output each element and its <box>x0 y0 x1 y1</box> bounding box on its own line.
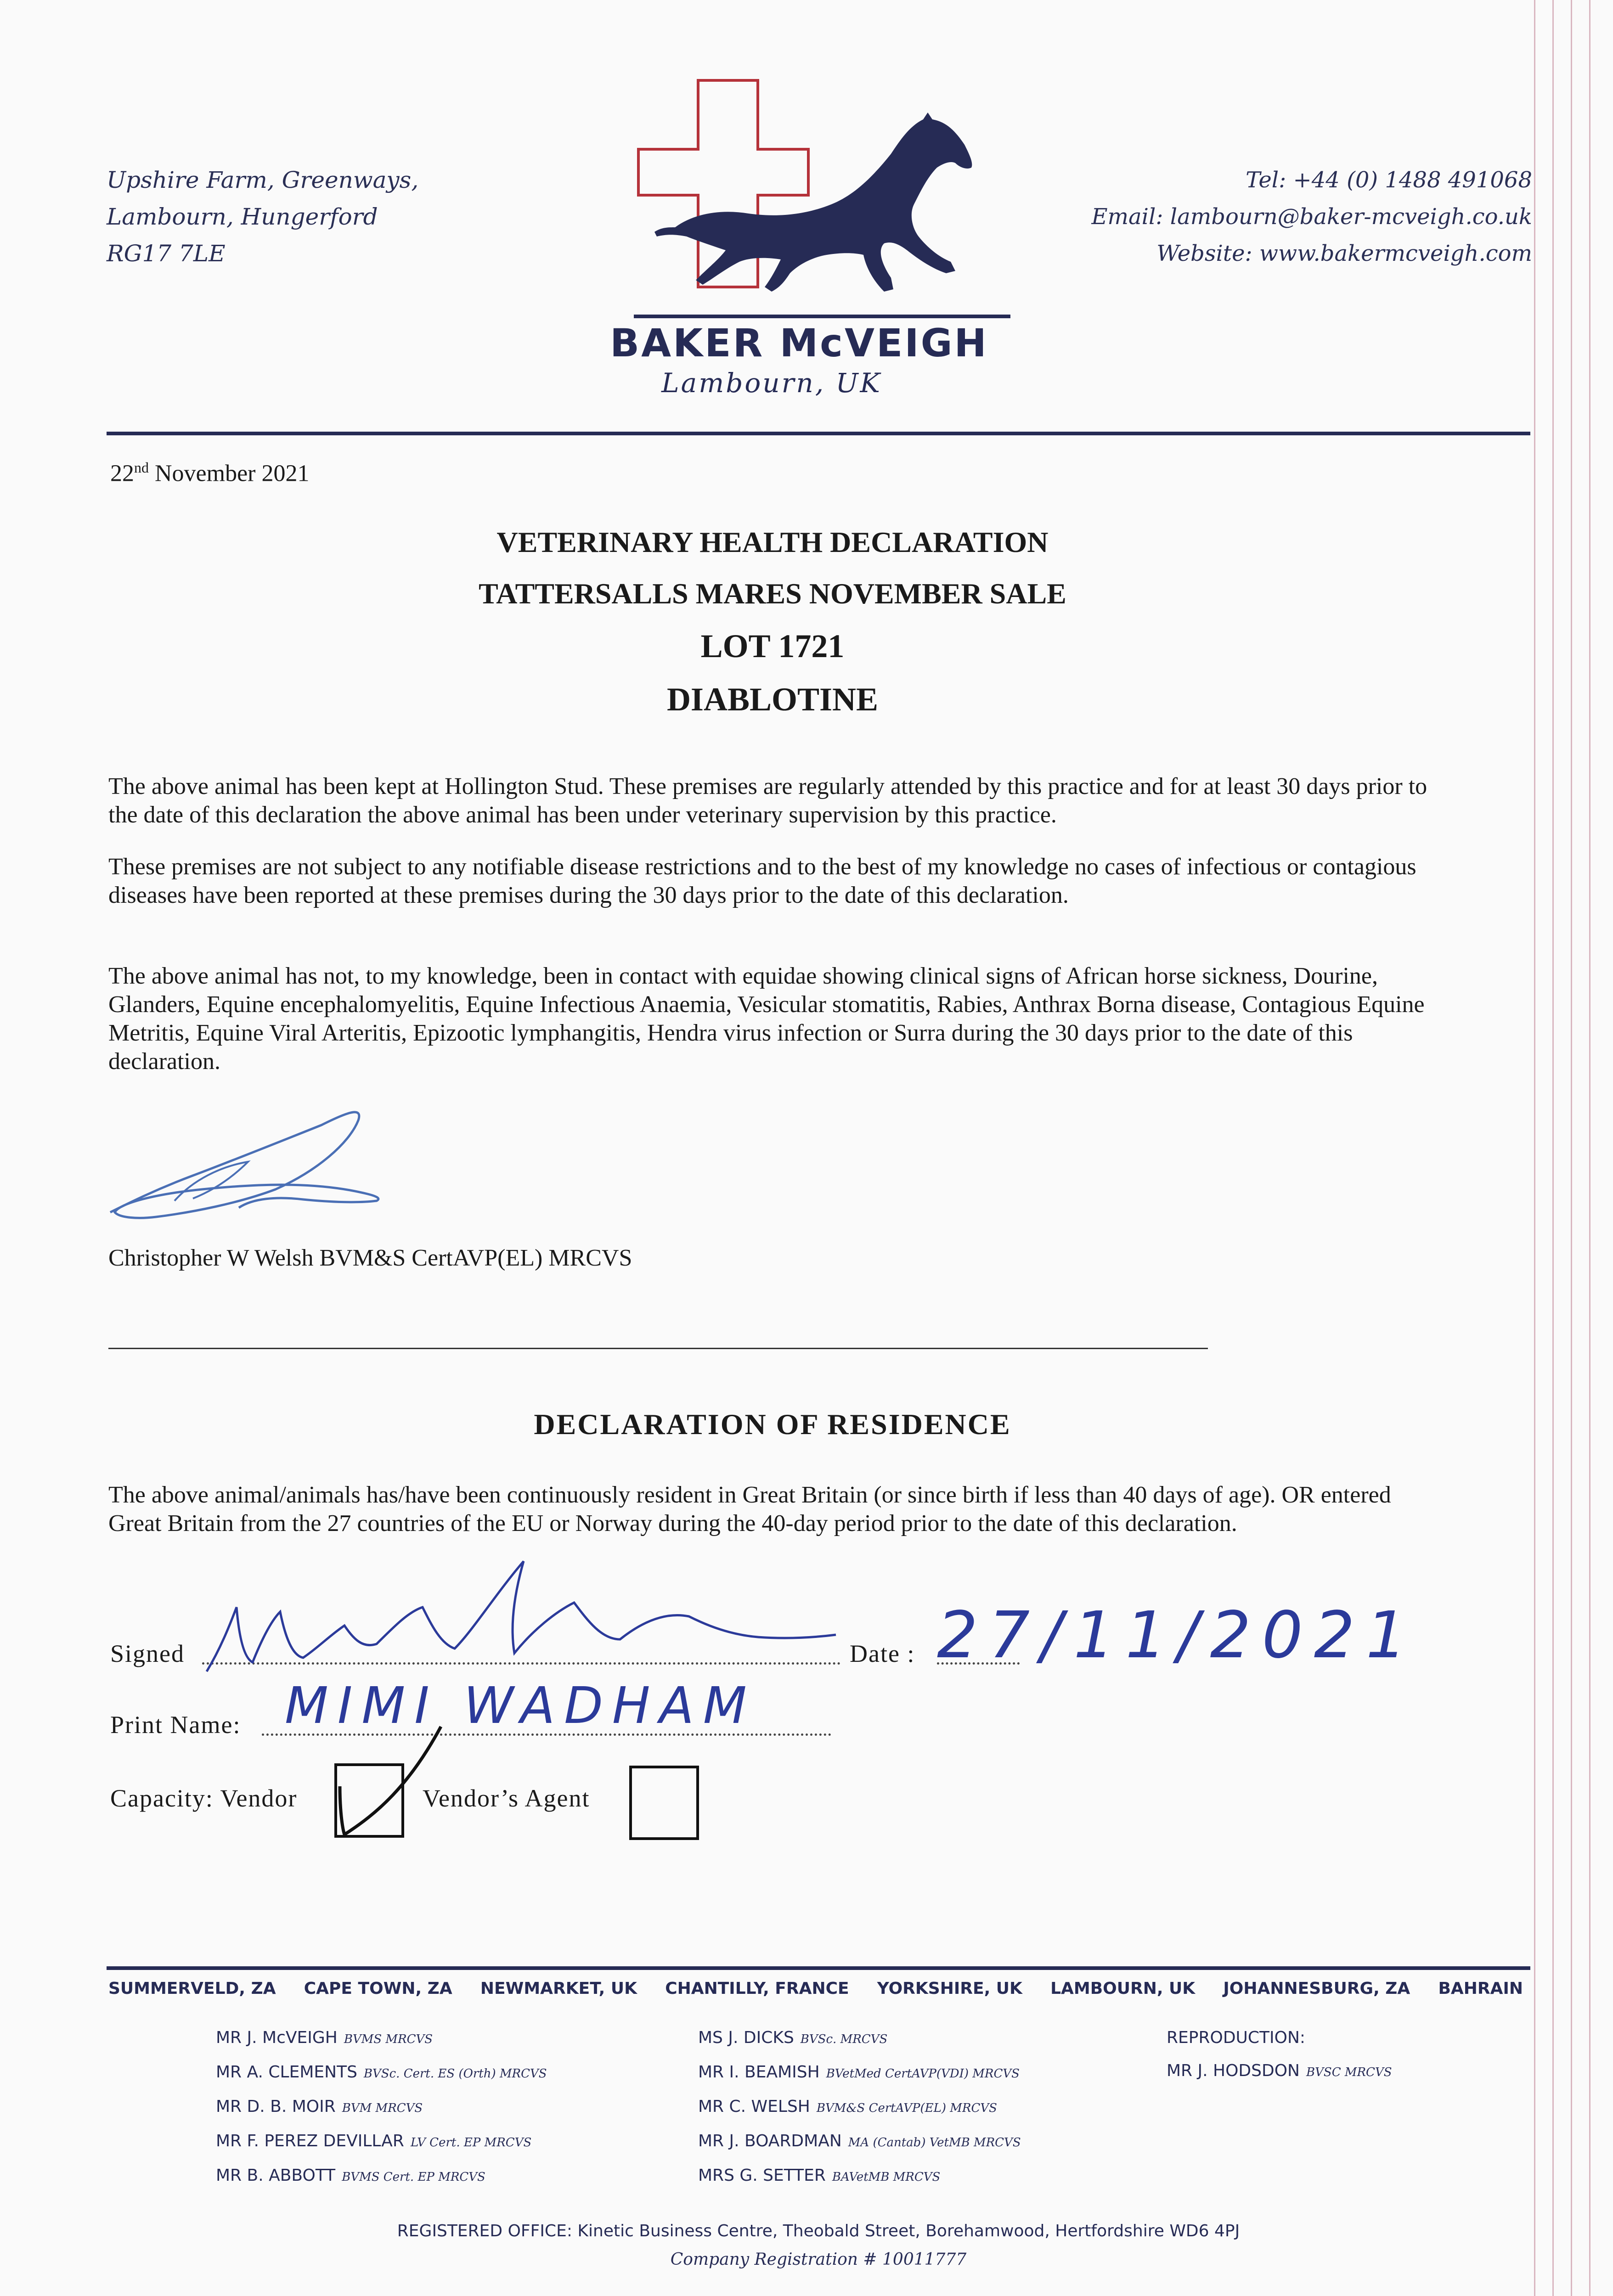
city-item: CAPE TOWN, ZA <box>304 1979 452 1998</box>
registered-office: REGISTERED OFFICE: Kinetic Business Centre, Theobald Street, Borehamwood, Hertfordshire WD6 4PJ <box>397 2222 1240 2240</box>
page-edge <box>1534 0 1535 2296</box>
page-edge <box>1571 0 1572 2296</box>
header-divider <box>107 432 1530 435</box>
check-mark-icon <box>331 1717 450 1841</box>
company-registration: Company Registration # 10011777 <box>670 2250 967 2269</box>
section-separator <box>108 1348 1208 1349</box>
page-edge <box>1552 0 1554 2296</box>
residence-title: DECLARATION OF RESIDENCE <box>534 1408 1011 1441</box>
staff-entry: MR J. HODSDON BVSC MRCVS <box>1167 2061 1392 2080</box>
capacity-vendor-label: Capacity: Vendor <box>110 1784 298 1812</box>
vendor-agent-checkbox[interactable] <box>629 1766 699 1840</box>
staff-entry: MS J. DICKS BVSc. MRCVS <box>698 2028 888 2047</box>
city-item: SUMMERVELD, ZA <box>108 1979 276 1998</box>
paragraph-supervision: The above animal has been kept at Hollington Stud. These premises are regularly attended by this practice and for at least 30 days prior to the date of this declaration the above animal has been under veterinary supervision by this practice. <box>108 773 1427 828</box>
city-item: NEWMARKET, UK <box>480 1979 637 1998</box>
paragraph-contact: The above animal has not, to my knowledge, been in contact with equidae showing clinical signs of African horse sickness, Dourine, Glanders, Equine encephalomyelitis, Equine Infectious Anaemia, Vesicular stomatitis, Rabies, Anthrax Borna disease, Contagious Equine Metritis, Equine Viral Arteritis, Epizootic lymphangitis, Hendra virus infection or Surra during the 30 days prior to the date of this declaration. <box>108 963 1425 1075</box>
residence-text: The above animal/animals has/have been continuously resident in Great Britain (or since birth if less than 40 days of age). OR entered Great Britain from the 27 countries of the EU or Norway during the 40-day period prior to the date of this declaration. <box>108 1482 1391 1536</box>
staff-entry: MR D. B. MOIR BVM MRCVS <box>216 2097 423 2116</box>
email-line: Email: lambourn@baker-mcveigh.co.uk <box>1091 204 1532 230</box>
practice-address <box>107 162 418 272</box>
staff-column-1 <box>216 2021 547 2194</box>
title-health-declaration: VETERINARY HEALTH DECLARATION <box>496 526 1049 558</box>
signed-label: Signed <box>110 1640 185 1667</box>
address-line: Upshire Farm, Greenways, <box>107 167 419 193</box>
date-handwritten: 27/11/2021 <box>937 1598 1418 1673</box>
date-suffix: nd <box>134 459 149 476</box>
title-horse-name: DIABLOTINE <box>666 681 879 718</box>
title-lot: LOT 1721 <box>700 628 845 664</box>
practice-contact <box>1091 162 1532 272</box>
city-item: JOHANNESBURG, ZA <box>1223 1979 1410 1998</box>
vendor-agent-label: Vendor’s Agent <box>423 1784 590 1812</box>
print-name-label: Print Name: <box>110 1711 241 1739</box>
declaration-date <box>110 459 309 487</box>
page-edge <box>1589 0 1590 2296</box>
staff-entry: MR A. CLEMENTS BVSc. Cert. ES (Orth) MRCVS <box>216 2063 547 2082</box>
brand-location: Lambourn, UK <box>661 367 882 399</box>
residence-signature-icon <box>193 1557 845 1681</box>
paragraph-premises: These premises are not subject to any notifiable disease restrictions and to the best of my knowledge no cases of infectious or contagious diseases have been reported at these premises during the 30 days prior to the date of this declaration. <box>108 854 1416 908</box>
staff-entry: MR F. PEREZ DEVILLAR LV Cert. EP MRCVS <box>216 2132 532 2150</box>
staff-column-3 <box>1167 2021 1392 2089</box>
city-item: YORKSHIRE, UK <box>877 1979 1022 1998</box>
city-item: BAHRAIN <box>1438 1979 1523 1998</box>
address-line: Lambourn, Hungerford <box>107 203 378 230</box>
phone-line: Tel: +44 (0) 1488 491068 <box>1246 167 1532 193</box>
vet-signer-name: Christopher W Welsh BVM&S CertAVP(EL) MRCVS <box>108 1245 632 1271</box>
staff-entry: MR J. BOARDMAN MA (Cantab) VetMB MRCVS <box>698 2132 1021 2150</box>
staff-entry: MR J. McVEIGH BVMS MRCVS <box>216 2028 433 2047</box>
address-line: RG17 7LE <box>107 240 226 267</box>
staff-entry: MR C. WELSH BVM&S CertAVP(EL) MRCVS <box>698 2097 997 2116</box>
footer-divider <box>107 1966 1530 1970</box>
staff-column-2 <box>698 2021 1021 2194</box>
date-day: 22 <box>110 460 134 487</box>
print-name-handwritten: MIMI WADHAM <box>285 1676 756 1735</box>
brand-name: BAKER McVEIGH <box>610 321 988 366</box>
date-label: Date : <box>850 1640 915 1667</box>
vet-signature-icon <box>101 1097 395 1231</box>
staff-entry: MR B. ABBOTT BVMS Cert. EP MRCVS <box>216 2166 485 2185</box>
website-line: Website: www.bakermcveigh.com <box>1156 241 1532 266</box>
office-locations <box>108 1979 1523 1998</box>
declaration-titles <box>107 517 1438 726</box>
logo-horse-cross-icon <box>634 76 1010 324</box>
reproduction-heading: REPRODUCTION: <box>1167 2028 1306 2047</box>
staff-entry: MRS G. SETTER BAVetMB MRCVS <box>698 2166 941 2185</box>
date-rest: November 2021 <box>149 460 310 487</box>
staff-entry: MR I. BEAMISH BVetMed CertAVP(VDI) MRCVS <box>698 2063 1020 2082</box>
city-item: CHANTILLY, FRANCE <box>665 1979 849 1998</box>
city-item: LAMBOURN, UK <box>1050 1979 1196 1998</box>
title-sale: TATTERSALLS MARES NOVEMBER SALE <box>479 577 1066 610</box>
